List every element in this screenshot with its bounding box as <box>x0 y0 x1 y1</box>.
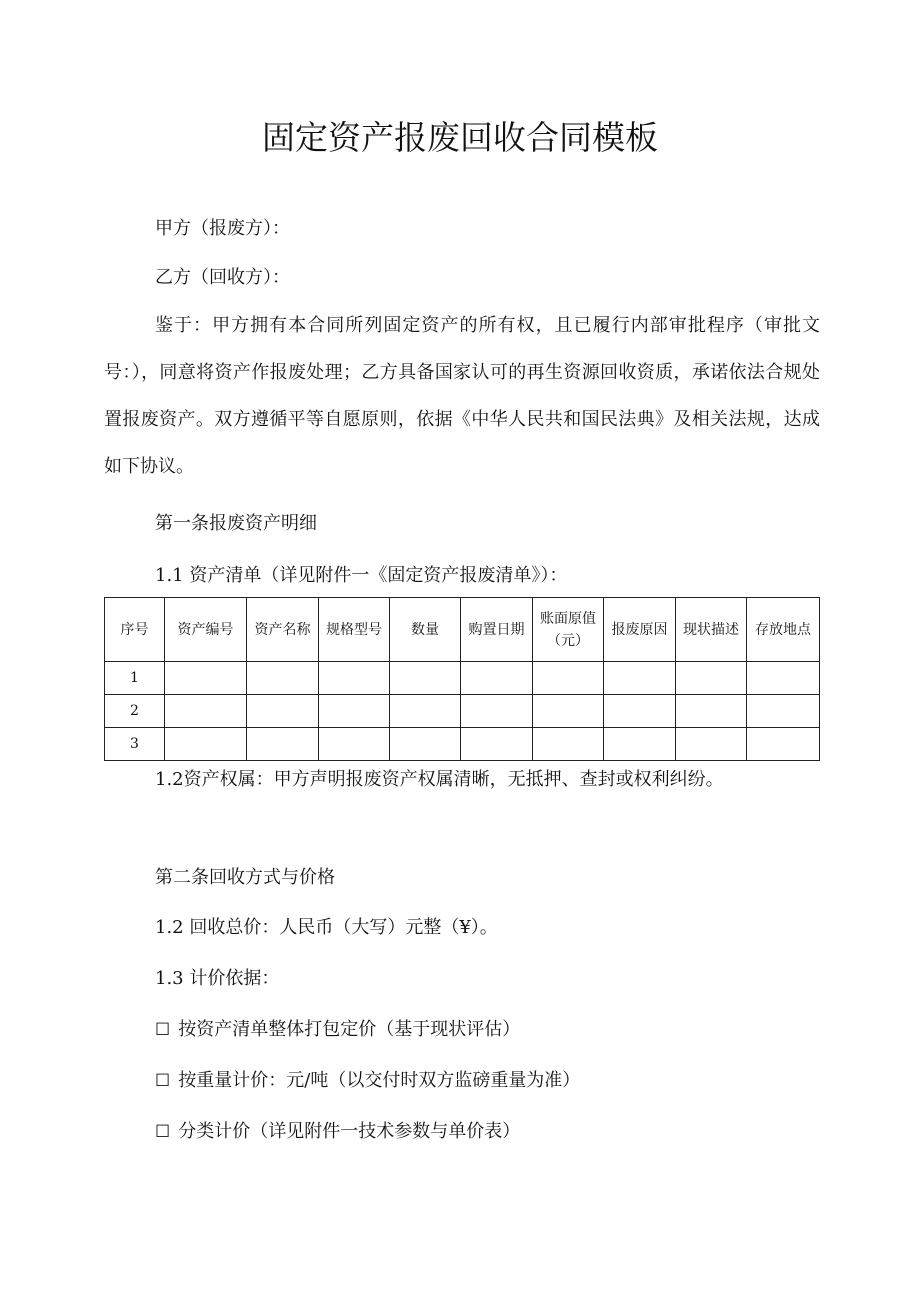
table-cell <box>747 695 820 728</box>
article2-heading: 第二条回收方式与价格 <box>155 867 335 888</box>
col-header: 资产名称 <box>247 598 319 662</box>
col-header: 账面原值（元） <box>533 598 604 662</box>
table-cell <box>247 695 319 728</box>
table-cell <box>165 695 247 728</box>
table-cell <box>676 695 747 728</box>
option-label: 分类计价（详见附件一技术参数与单价表） <box>178 1121 521 1142</box>
table-cell <box>461 662 533 695</box>
table-cell <box>247 662 319 695</box>
table-cell <box>390 695 461 728</box>
pricing-option <box>155 1069 580 1093</box>
table-cell <box>461 695 533 728</box>
col-header: 现状描述 <box>676 598 747 662</box>
party-b-line: 乙方（回收方）： <box>155 267 290 288</box>
article1-heading: 第一条报废资产明细 <box>155 513 317 534</box>
table-cell <box>604 662 676 695</box>
col-header: 报废原因 <box>604 598 676 662</box>
col-header: 资产编号 <box>165 598 247 662</box>
preamble-paragraph: 鉴于：甲方拥有本合同所列固定资产的所有权，且已履行内部审批程序（审批文号：），同意将资产作报废处理；乙方具备国家认可的再生资源回收资质，承诺依法合规处置报废资产。双方遵循平等自愿原则，依据《中华人民共和国民法典》及相关法规，达成如下协议。 <box>104 315 820 477</box>
checkbox-icon[interactable]: ☐ <box>155 1071 171 1091</box>
table-header-row <box>105 598 820 662</box>
table-cell <box>390 662 461 695</box>
clause-1-3: 1.3 计价依据： <box>155 968 280 989</box>
table-cell <box>604 695 676 728</box>
table-row <box>105 662 820 695</box>
col-header: 购置日期 <box>461 598 533 662</box>
pricing-option <box>155 1018 520 1042</box>
document-title: 固定资产报废回收合同模板 <box>262 118 658 157</box>
checkbox-icon[interactable]: ☐ <box>155 1020 171 1040</box>
checkbox-icon[interactable]: ☐ <box>155 1122 171 1142</box>
table-cell <box>319 695 390 728</box>
col-header: 规格型号 <box>319 598 390 662</box>
table-cell <box>747 662 820 695</box>
clause-1-2-price: 1.2 回收总价：人民币（大写）元整（¥）。 <box>155 917 498 938</box>
asset-table <box>104 597 820 761</box>
table-row <box>105 695 820 728</box>
table-cell <box>319 662 390 695</box>
col-header: 数量 <box>390 598 461 662</box>
clause-1-1: 1.1 资产清单（详见附件一《固定资产报废清单》）： <box>155 565 568 586</box>
col-header: 序号 <box>105 598 165 662</box>
clause-1-2-ownership: 1.2资产权属：甲方声明报废资产权属清晰，无抵押、查封或权利纠纷。 <box>155 769 724 790</box>
table-cell: 1 <box>105 662 165 695</box>
table-cell <box>747 728 820 761</box>
table-cell <box>165 662 247 695</box>
col-header: 存放地点 <box>747 598 820 662</box>
option-label: 按资产清单整体打包定价（基于现状评估） <box>178 1019 521 1040</box>
pricing-option <box>155 1120 520 1144</box>
party-a-line: 甲方（报废方）： <box>155 218 290 239</box>
table-cell <box>676 662 747 695</box>
option-label: 按重量计价：元/吨（以交付时双方监磅重量为准） <box>178 1070 581 1091</box>
table-cell <box>533 662 604 695</box>
table-cell: 3 <box>105 728 165 761</box>
table-cell: 2 <box>105 695 165 728</box>
table-cell <box>533 695 604 728</box>
